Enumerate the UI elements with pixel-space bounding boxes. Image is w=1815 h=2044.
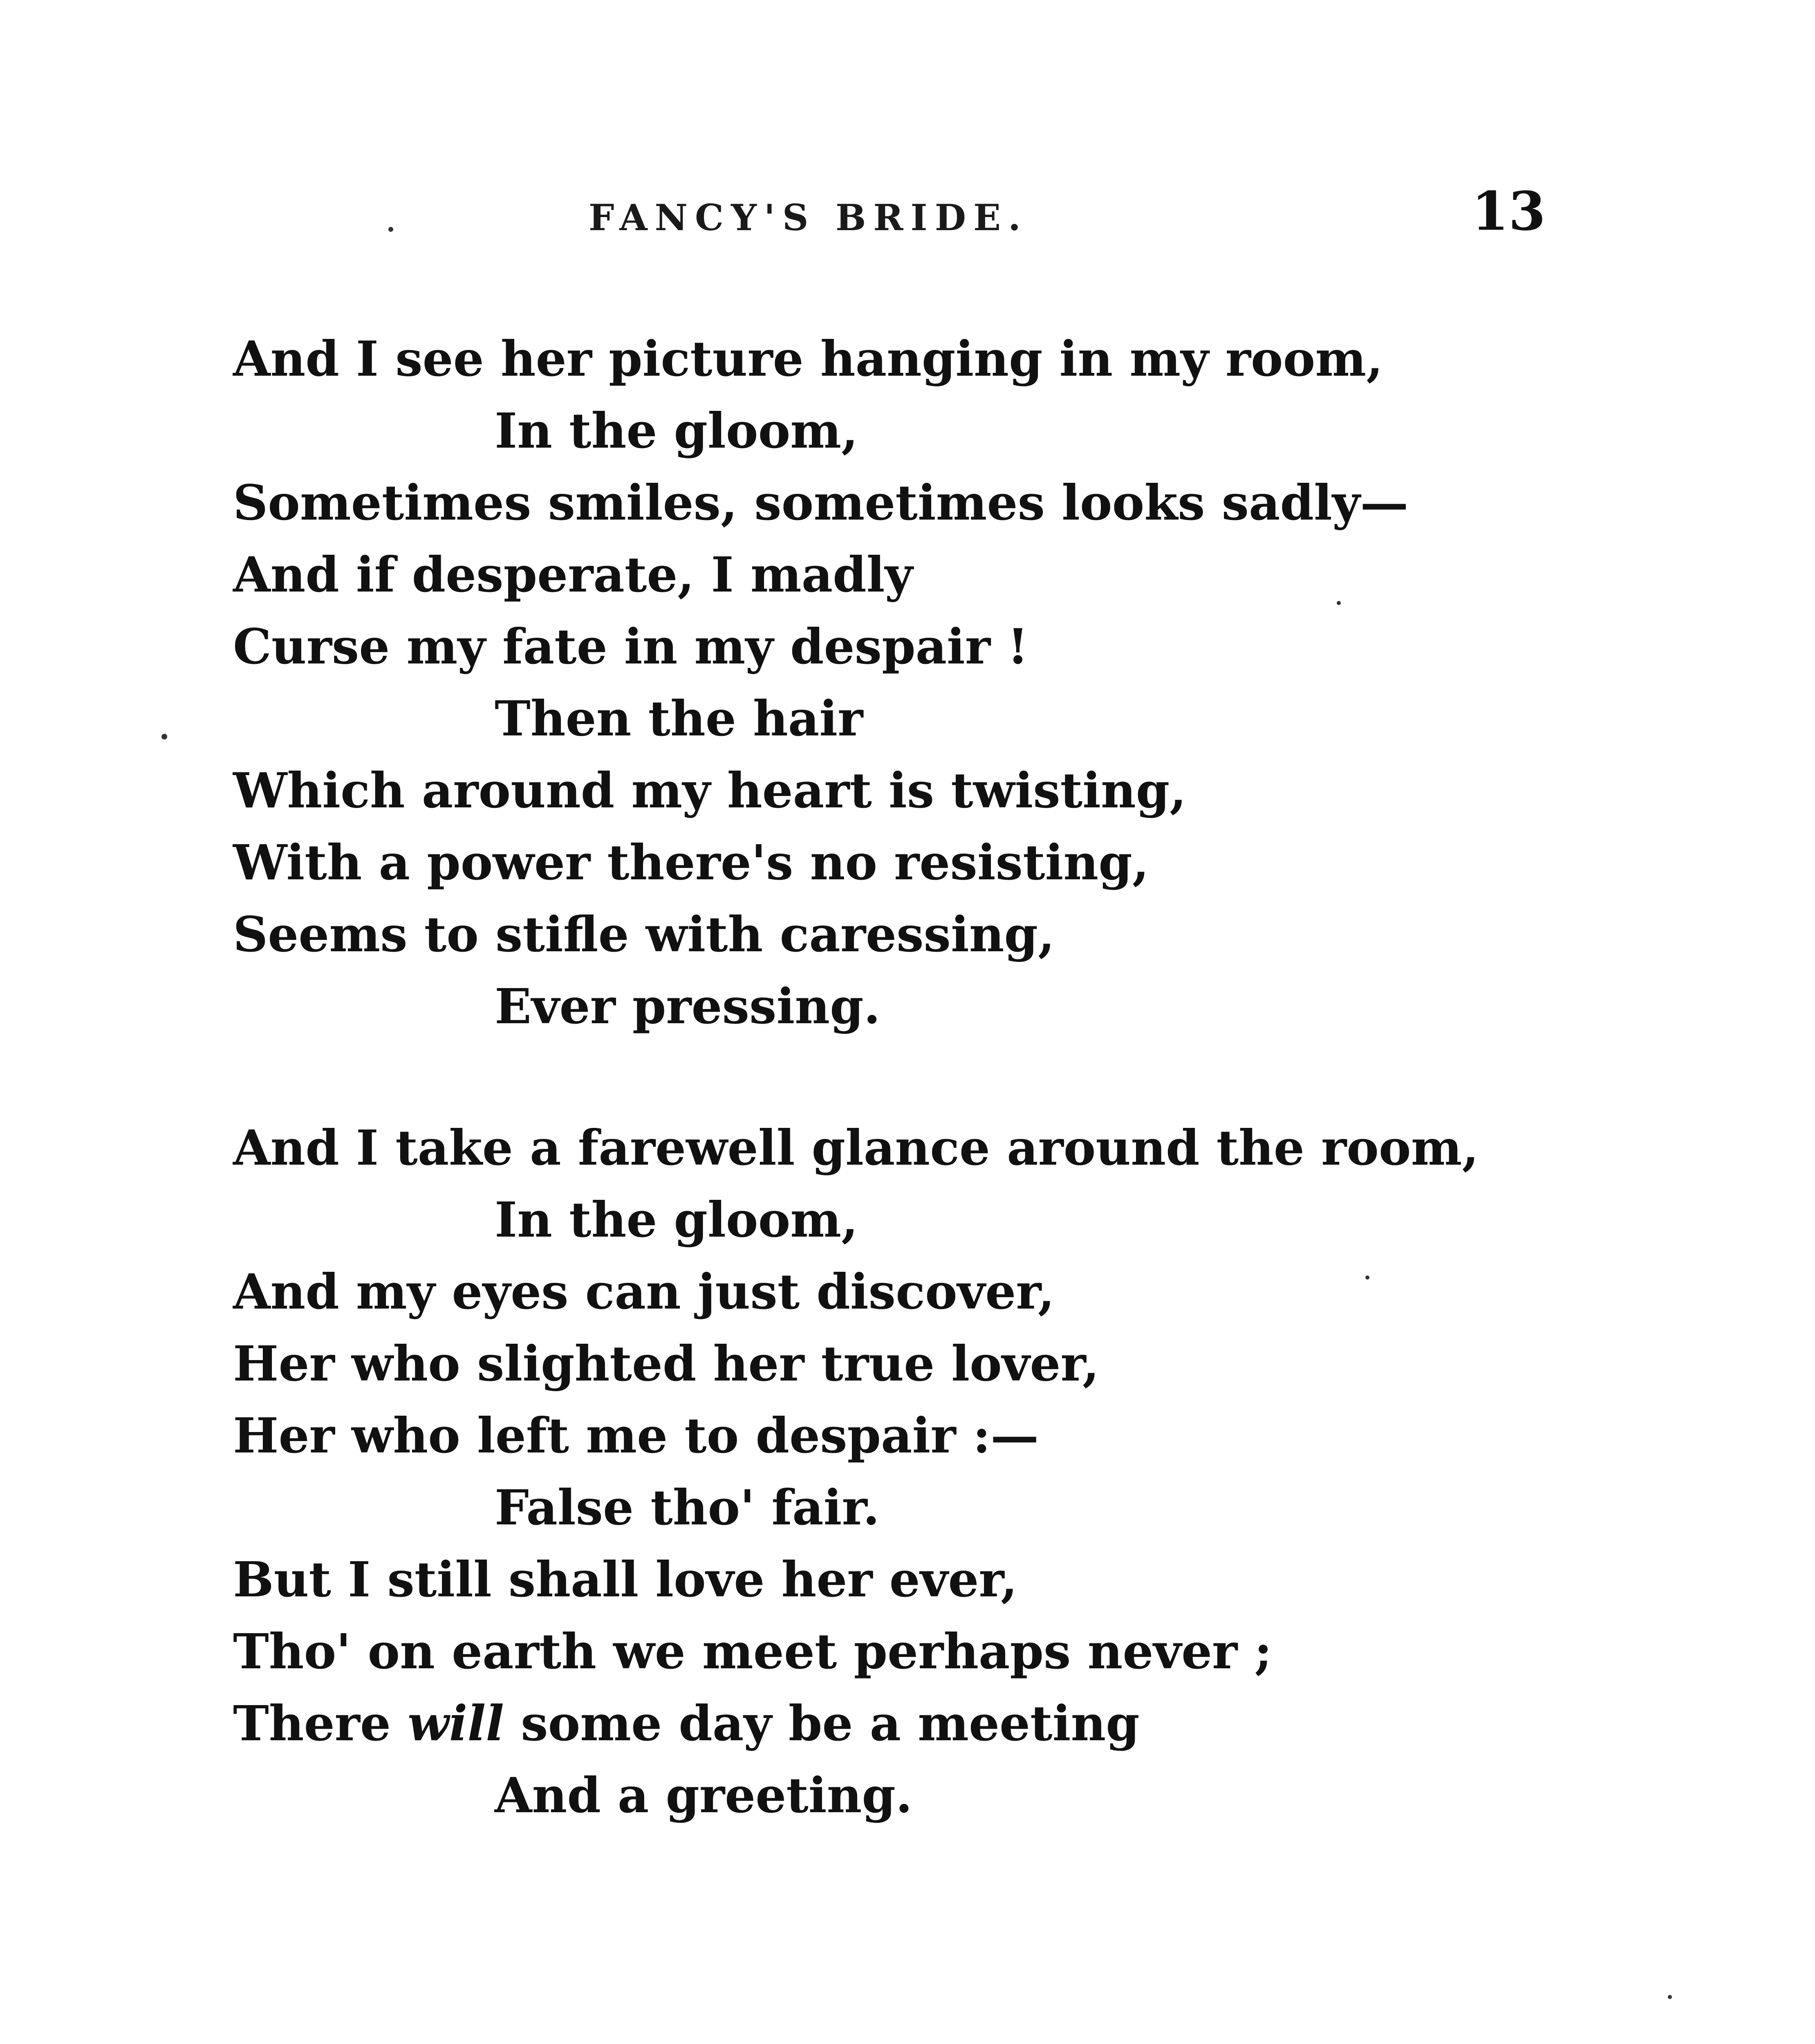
- verse-line: With a power there's no resisting,: [233, 834, 1149, 891]
- verse-line-refrain: False tho' fair.: [495, 1479, 880, 1536]
- verse-line: Sometimes smiles, sometimes looks sadly—: [233, 474, 1409, 531]
- print-speck: [1668, 1995, 1672, 1999]
- verse-text: There: [233, 1695, 408, 1752]
- print-speck: [1365, 1275, 1369, 1280]
- verse-line: And my eyes can just discover,: [233, 1263, 1055, 1320]
- verse-line: And I take a farewell glance around the room,: [233, 1119, 1479, 1176]
- verse-line-with-emphasis: [233, 1688, 1459, 1759]
- verse-line-refrain: And a greeting.: [495, 1767, 913, 1824]
- verse-line: Her who left me to despair :—: [233, 1407, 1039, 1464]
- verse-text: some day be a meeting: [504, 1695, 1140, 1752]
- verse-line: Her who slighted her true lover,: [233, 1335, 1100, 1392]
- print-speck: [161, 734, 167, 740]
- verse-line: And if desperate, I madly: [233, 546, 913, 603]
- verse-line: Which around my heart is twisting,: [233, 762, 1187, 819]
- emphasized-word: will: [408, 1695, 504, 1752]
- stanza-2: [233, 1112, 1479, 1831]
- verse-line: But I still shall love her ever,: [233, 1551, 1018, 1608]
- stanza-1: [233, 323, 1459, 1042]
- verse-line: Curse my fate in my despair !: [233, 618, 1028, 675]
- verse-line-refrain: Ever pressing.: [495, 978, 881, 1035]
- running-head: FANCY'S BRIDE.: [589, 196, 1028, 239]
- verse-line: Seems to stifle with caressing,: [233, 906, 1055, 963]
- print-speck: [388, 227, 393, 232]
- page-number: 13: [1472, 180, 1546, 242]
- verse-line-refrain: In the gloom,: [495, 402, 858, 459]
- verse-line-refrain: In the gloom,: [495, 1191, 858, 1248]
- verse-line: And I see her picture hanging in my room,: [233, 330, 1383, 387]
- verse-line-refrain: Then the hair: [495, 690, 863, 747]
- print-speck: [1337, 601, 1341, 605]
- verse-line: Tho' on earth we meet perhaps never ;: [233, 1623, 1272, 1680]
